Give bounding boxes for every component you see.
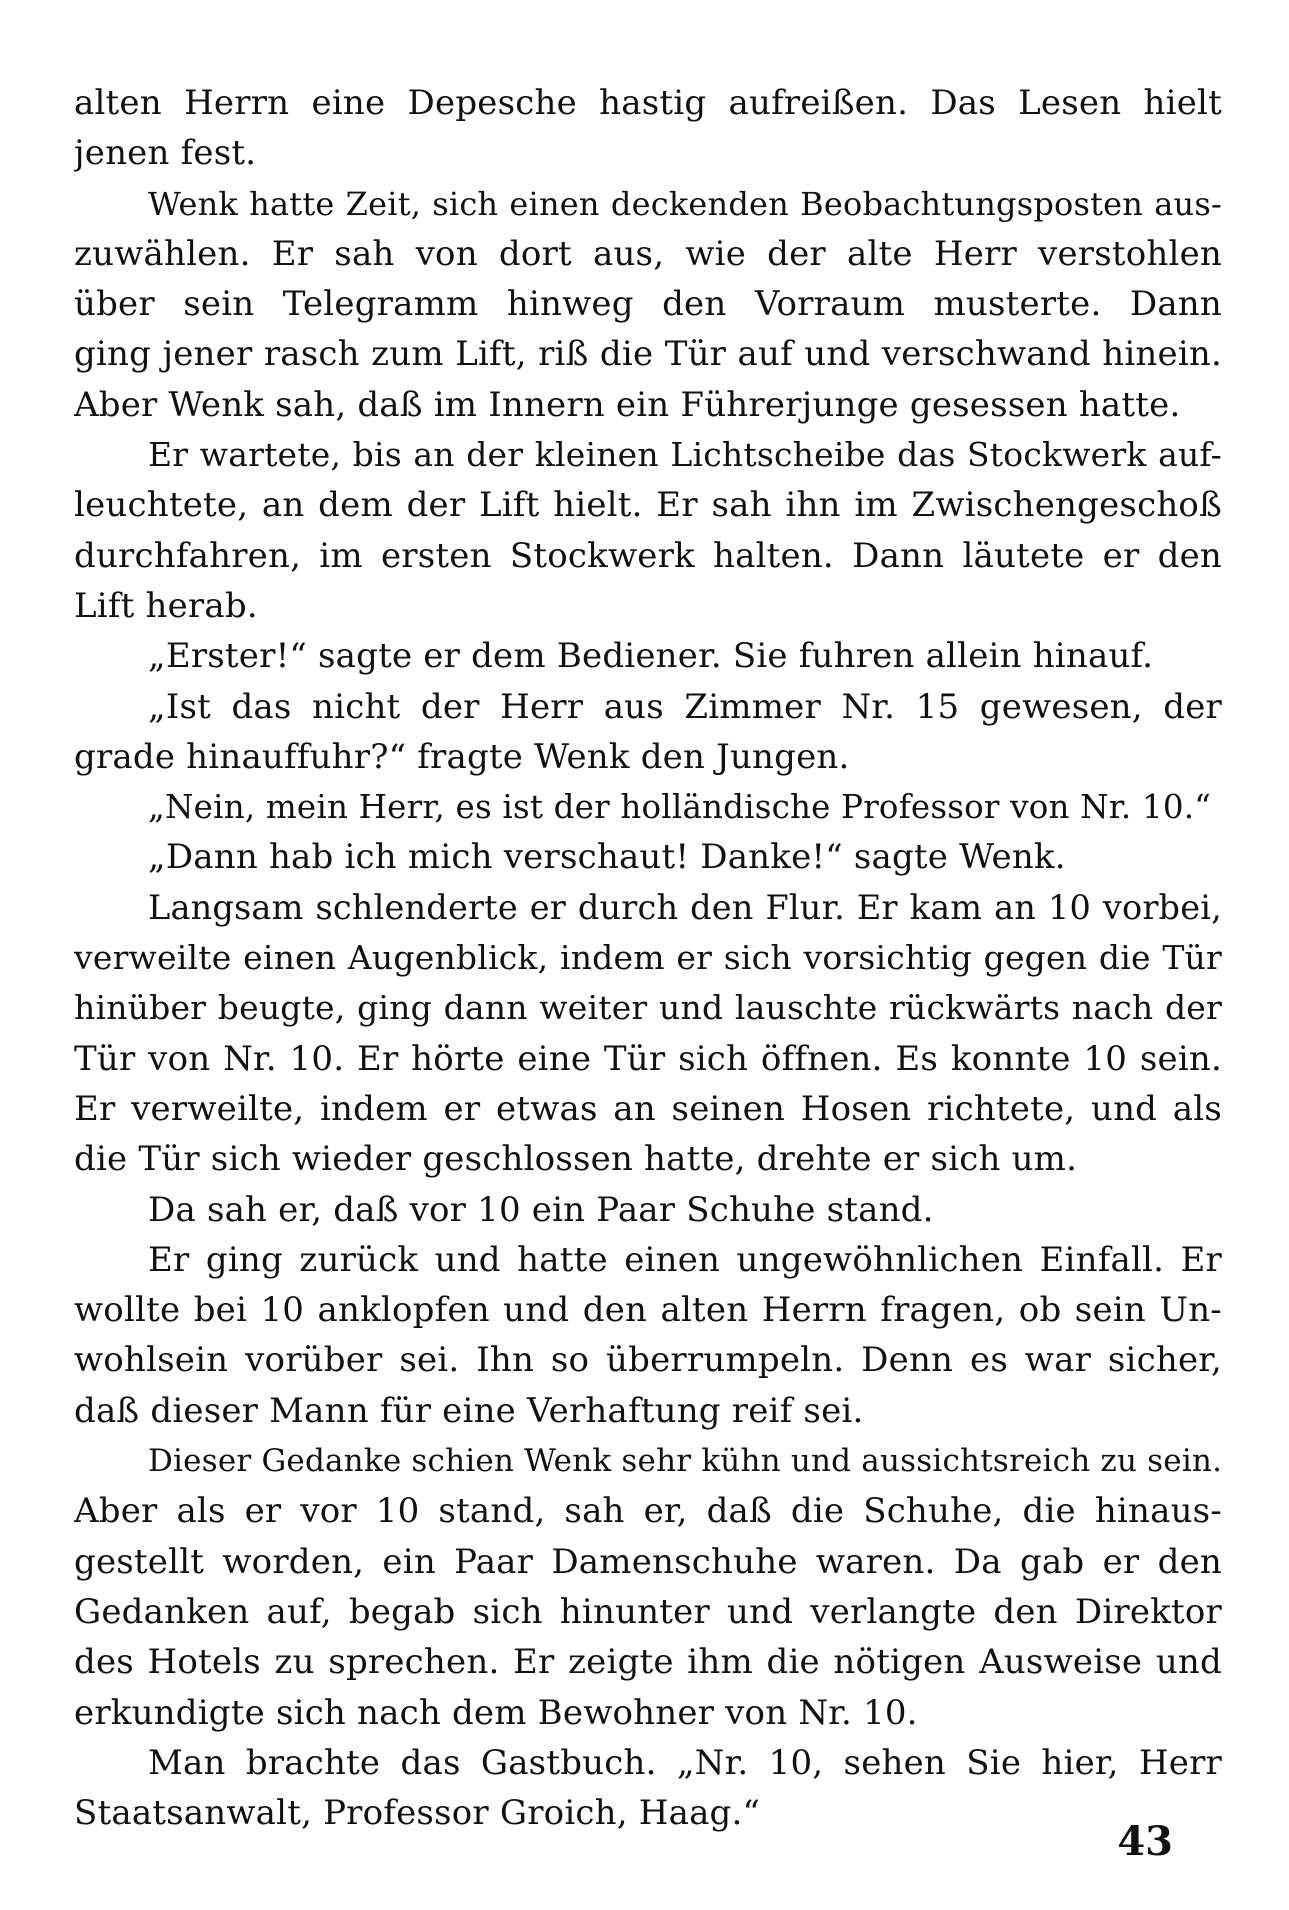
text-line: Er ging zurück und hatte einen ungewöhnlichen Einfall. Er (148, 1239, 1222, 1280)
text-line: Aber als er vor 10 stand, sah er, daß die Schuhe, die hinaus- (74, 1491, 1222, 1532)
text-line: Dieser Gedanke schien Wenk sehr kühn und aussichtsreich zu sein. (148, 1443, 1222, 1480)
text-line: „Ist das nicht der Herr aus Zimmer Nr. 15 gewesen, der (148, 686, 1222, 727)
text-line: Gedanken auf, begab sich hinunter und verlangte den Direktor (74, 1591, 1222, 1632)
text-line: „Nein, mein Herr, es ist der holländische Professor von Nr. 10.“ (148, 788, 1212, 827)
text-line: daß dieser Mann für eine Verhaftung reif sei. (74, 1390, 864, 1431)
text-line: erkundigte sich nach dem Bewohner von Nr. 10. (74, 1692, 918, 1733)
text-line: hinüber beugte, ging dann weiter und lauschte rückwärts nach der (74, 988, 1222, 1028)
text-line: Aber Wenk sah, daß im Innern ein Führerjunge gesessen hatte. (74, 384, 1181, 425)
text-line: grade hinauffuhr?“ fragte Wenk den Jungen. (74, 736, 850, 777)
text-line: wollte bei 10 anklopfen und den alten Herrn fragen, ob sein Un- (74, 1290, 1222, 1331)
text-line: ging jener rasch zum Lift, riß die Tür auf und verschwand hinein. (74, 334, 1222, 375)
text-line: jenen fest. (74, 133, 257, 174)
text-line: des Hotels zu sprechen. Er zeigte ihm die nötigen Ausweise und (74, 1642, 1222, 1683)
text-line: leuchtete, an dem der Lift hielt. Er sah ihn im Zwischengeschoß (74, 485, 1222, 526)
text-line: Lift herab. (74, 585, 258, 626)
text-line: Staatsanwalt, Professor Groich, Haag.“ (74, 1793, 761, 1834)
text-line: Da sah er, daß vor 10 ein Paar Schuhe stand. (148, 1189, 934, 1230)
text-line: über sein Telegramm hinweg den Vorraum musterte. Dann (74, 284, 1222, 325)
text-line: „Dann hab ich mich verschaut! Danke!“ sagte Wenk. (148, 837, 1066, 878)
text-line: alten Herrn eine Depesche hastig aufreißen. Das Lesen hielt (74, 83, 1222, 123)
text-line: Wenk hatte Zeit, sich einen deckenden Beobachtungsposten aus- (148, 184, 1222, 223)
text-line: die Tür sich wieder geschlossen hatte, drehte er sich um. (74, 1139, 1078, 1180)
text-line: durchfahren, im ersten Stockwerk halten. Dann läutete er den (74, 535, 1222, 576)
text-line: Man brachte das Gastbuch. „Nr. 10, sehen Sie hier, Herr (148, 1742, 1222, 1783)
page-text (74, 78, 1222, 1838)
text-line: verweilte einen Augenblick, indem er sich vorsichtig gegen die Tür (74, 938, 1222, 978)
text-line: Tür von Nr. 10. Er hörte eine Tür sich öffnen. Es konnte 10 sein. (74, 1038, 1222, 1079)
text-line: Langsam schlenderte er durch den Flur. Er kam an 10 vorbei, (148, 887, 1222, 927)
text-line: zuwählen. Er sah von dort aus, wie der alte Herr verstohlen (74, 233, 1222, 274)
page-number: 43 (1117, 1818, 1173, 1865)
text-line: Er wartete, bis an der kleinen Lichtscheibe das Stockwerk auf- (148, 435, 1222, 475)
text-line: wohlsein vorüber sei. Ihn so überrumpeln. Denn es war sicher, (74, 1340, 1222, 1381)
text-line: „Erster!“ sagte er dem Bediener. Sie fuhren allein hinauf. (148, 636, 1154, 677)
text-line: Er verweilte, indem er etwas an seinen Hosen richtete, und als (74, 1088, 1222, 1129)
text-line: gestellt worden, ein Paar Damenschuhe waren. Da gab er den (74, 1541, 1222, 1582)
